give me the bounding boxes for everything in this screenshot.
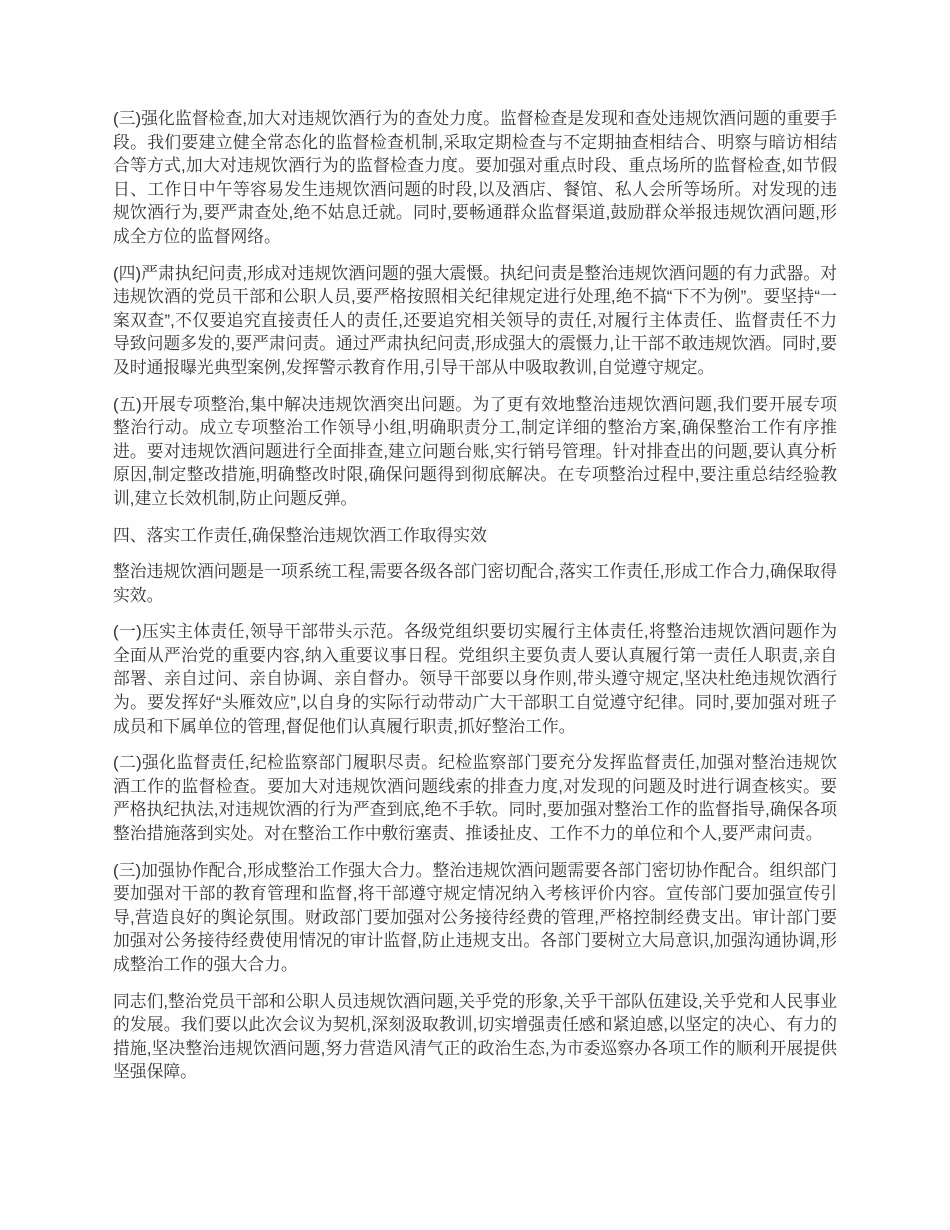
paragraph-systematic-project: 整治违规饮酒问题是一项系统工程,需要各级各部门密切配合,落实工作责任,形成工作合力,确保取得实效。 [113,562,837,605]
paragraph-main-responsibility: (一)压实主体责任,领导干部带头示范。各级党组织要切实履行主体责任,将整治违规饮酒问题作为全面从严治党的重要内容,纳入重要议事日程。党组织主要负责人要认真履行第一责任人职责,亲自部署、亲自过问、亲自协调、亲自督办。领导干部要以身作则,带头遵守规定,坚决杜绝违规饮酒行为。要发挥好“头雁效应”,以自身的实际行动带动广大干部职工自觉遵守纪律。同时,要加强对班子成员和下属单位的管理,督促他们认真履行职责,抓好整治工作。 [113,622,837,736]
paragraph-conclusion: 同志们,整治党员干部和公职人员违规饮酒问题,关乎党的形象,关乎干部队伍建设,关乎党和人民事业的发展。我们要以此次会议为契机,深刻汲取教训,切实增强责任感和紧迫感,以坚定的决心、有力的措施,坚决整治违规饮酒问题,努力营造风清气正的政治生态,为市委巡察办各项工作的顺利开展提供坚强保障。 [113,991,837,1082]
paragraph-supervision-responsibility: (二)强化监督责任,纪检监察部门履职尽责。纪检监察部门要充分发挥监督责任,加强对整治违规饮酒工作的监督检查。要加大对违规饮酒问题线索的排查力度,对发现的问题及时进行调查核实。要严格执纪执法,对违规饮酒的行为严查到底,绝不手软。同时,要加强对整治工作的监督指导,确保各项整治措施落到实处。对在整治工作中敷衍塞责、推诿扯皮、工作不力的单位和个人,要严肃问责。 [113,753,837,844]
section-heading: 四、落实工作责任,确保整治违规饮酒工作取得实效 [113,525,487,545]
paragraph-discipline-accountability: (四)严肃执纪问责,形成对违规饮酒问题的强大震慑。执纪问责是整治违规饮酒问题的有力武器。对违规饮酒的党员干部和公职人员,要严格按照相关纪律规定进行处理,绝不搞“下不为例”。要坚持“一案双查”,不仅要追究直接责任人的责任,还要追究相关领导的责任,对履行主体责任、监督责任不力导致问题多发的,要严肃问责。通过严肃执纪问责,形成强大的震慑力,让干部不敢违规饮酒。同时,要及时通报曝光典型案例,发挥警示教育作用,引导干部从中吸取教训,自觉遵守规定。 [113,263,837,377]
paragraph-special-rectification: (五)开展专项整治,集中解决违规饮酒突出问题。为了更有效地整治违规饮酒问题,我们要开展专项整治行动。成立专项整治工作领导小组,明确职责分工,制定详细的整治方案,确保整治工作有序推进。要对违规饮酒问题进行全面排查,建立问题台账,实行销号管理。针对排查出的问题,要认真分析原因,制定整改措施,明确整改时限,确保问题得到彻底解决。在专项整治过程中,要注重总结经验教训,建立长效机制,防止问题反弹。 [113,394,837,508]
paragraph-coordination: (三)加强协作配合,形成整治工作强大合力。整治违规饮酒问题需要各部门密切协作配合。组织部门要加强对干部的教育管理和监督,将干部遵守规定情况纳入考核评价内容。宣传部门要加强宣传引导,营造良好的舆论氛围。财政部门要加强对公务接待经费的管理,严格控制经费支出。审计部门要加强对公务接待经费使用情况的审计监督,防止违规支出。各部门要树立大局意识,加强沟通协调,形成整治工作的强大合力。 [113,860,837,974]
paragraph-supervision-inspection: (三)强化监督检查,加大对违规饮酒行为的查处力度。监督检查是发现和查处违规饮酒问题的重要手段。我们要建立健全常态化的监督检查机制,采取定期检查与不定期抽查相结合、明察与暗访相结合等方式,加大对违规饮酒行为的监督检查力度。要加强对重点时段、重点场所的监督检查,如节假日、工作日中午等容易发生违规饮酒问题的时段,以及酒店、餐馆、私人会所等场所。对发现的违规饮酒行为,要严肃查处,绝不姑息迁就。同时,要畅通群众监督渠道,鼓励群众举报违规饮酒问题,形成全方位的监督网络。 [113,109,837,246]
document-page [113,0,837,1084]
